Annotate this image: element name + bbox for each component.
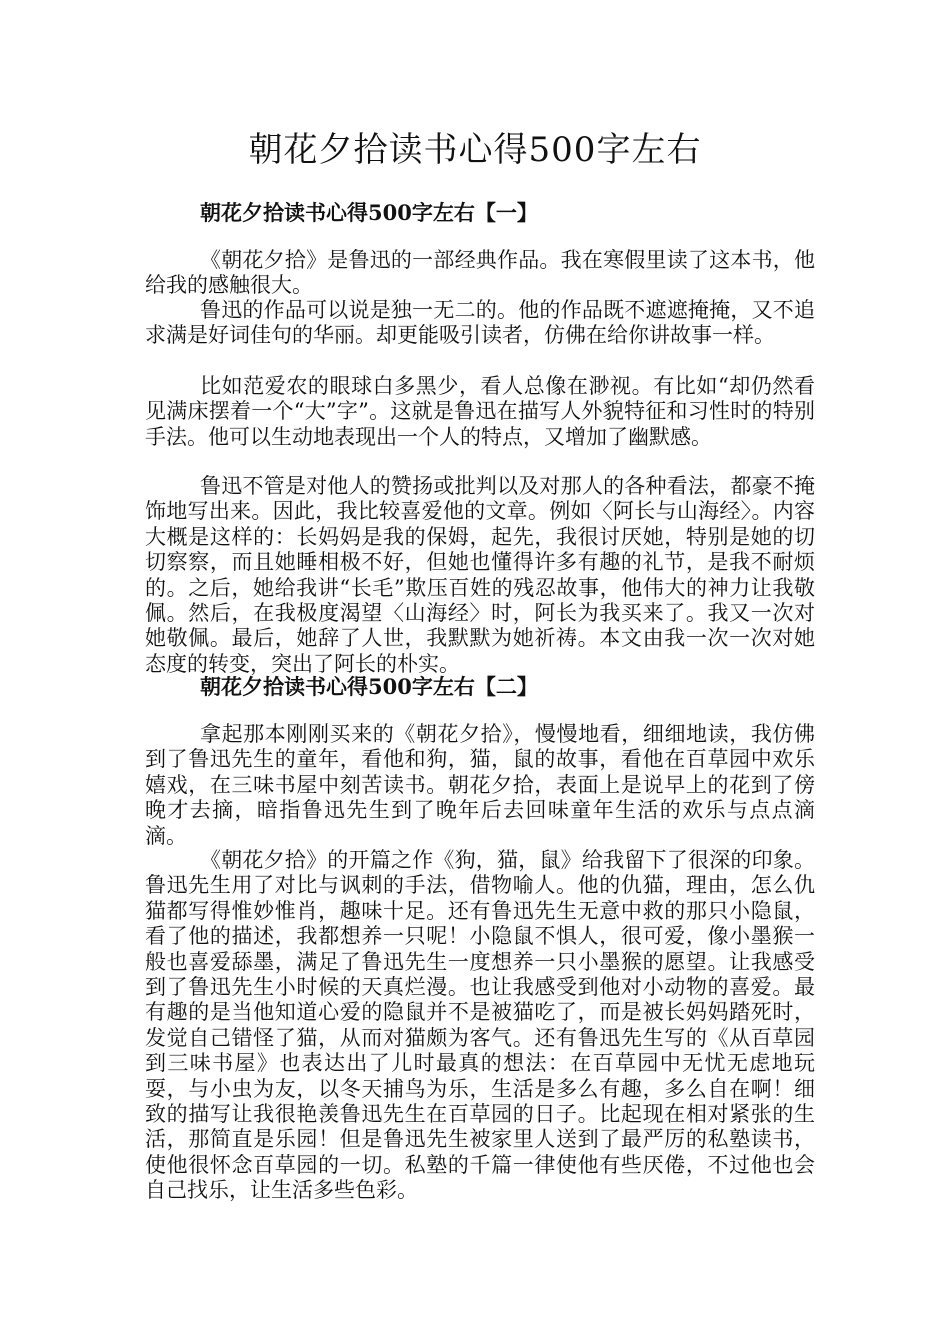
paragraph: 鲁迅的作品可以说是独一无二的。他的作品既不遮遮掩掩，又不追求满是好词佳句的华丽。却更能吸引读者，仿佛在给你讲故事一样。 — [145, 298, 815, 348]
paragraph: 《朝花夕拾》的开篇之作《狗，猫，鼠》给我留下了很深的印象。鲁迅先生用了对比与讽刺的手法，借物喻人。他的仇猫，理由，怎么仇猫都写得惟妙惟肖，趣味十足。还有鲁迅先生无意中救的那只小隐鼠，看了他的描述，我都想养一只呢！小隐鼠不惧人，很可爱，像小墨猴一般也喜爱舔墨，满足了鲁迅先生一度想养一只小墨猴的愿望。让我感受到了鲁迅先生小时候的天真烂漫。也让我感受到他对小动物的喜爱。最有趣的是当他知道心爱的隐鼠并不是被猫吃了，而是被长妈妈踏死时，发觉自己错怪了猫，从而对猫颇为客气。还有鲁迅先生写的《从百草园到三味书屋》也表达出了儿时最真的想法：在百草园中无忧无虑地玩耍，与小虫为友，以冬天捕鸟为乐，生活是多么有趣，多么自在啊！细致的描写让我很艳羡鲁迅先生在百草园的日子。比起现在相对紧张的生活，那简直是乐园！但是鲁迅先生被家里人送到了最严厉的私塾读书，使他很怀念百草园的一切。私塾的千篇一律使他有些厌倦，不过他也会自己找乐，让生活多些色彩。 — [145, 848, 815, 1203]
section-heading-1: 朝花夕拾读书心得500字左右【一】 — [200, 200, 538, 225]
paragraph: 拿起那本刚刚买来的《朝花夕拾》，慢慢地看，细细地读，我仿佛到了鲁迅先生的童年，看他和狗，猫，鼠的故事，看他在百草园中欢乐嬉戏，在三味书屋中刻苦读书。朝花夕拾，表面上是说早上的花到了傍晚才去摘，暗指鲁迅先生到了晚年后去回味童年生活的欢乐与点点滴滴。 — [145, 722, 815, 848]
section-heading-2: 朝花夕拾读书心得500字左右【二】 — [200, 674, 538, 699]
paragraph: 比如范爱农的眼球白多黑少，看人总像在渺视。有比如“却仍然看见满床摆着一个“大”字”。这就是鲁迅在描写人外貌特征和习性时的特别手法。他可以生动地表现出一个人的特点，又增加了幽默感。 — [145, 374, 815, 449]
paragraph: 《朝花夕拾》是鲁迅的一部经典作品。我在寒假里读了这本书，他给我的感触很大。 — [145, 248, 815, 298]
document-title: 朝花夕拾读书心得500字左右 — [248, 130, 702, 170]
paragraph: 鲁迅不管是对他人的赞扬或批判以及对那人的各种看法，都豪不掩饰地写出来。因此，我比较喜爱他的文章。例如〈阿长与山海经〉。内容大概是这样的：长妈妈是我的保姆，起先，我很讨厌她，特别是她的切切察察，而且她睡相极不好，但她也懂得许多有趣的礼节，是我不耐烦的。之后，她给我讲“长毛”欺压百姓的残忍故事，他伟大的神力让我敬佩。然后，在我极度渴望〈山海经〉时，阿长为我买来了。我又一次对她敬佩。最后，她辞了人世，我默默为她祈祷。本文由我一次一次对她态度的转变，突出了阿长的朴实。 — [145, 474, 815, 676]
